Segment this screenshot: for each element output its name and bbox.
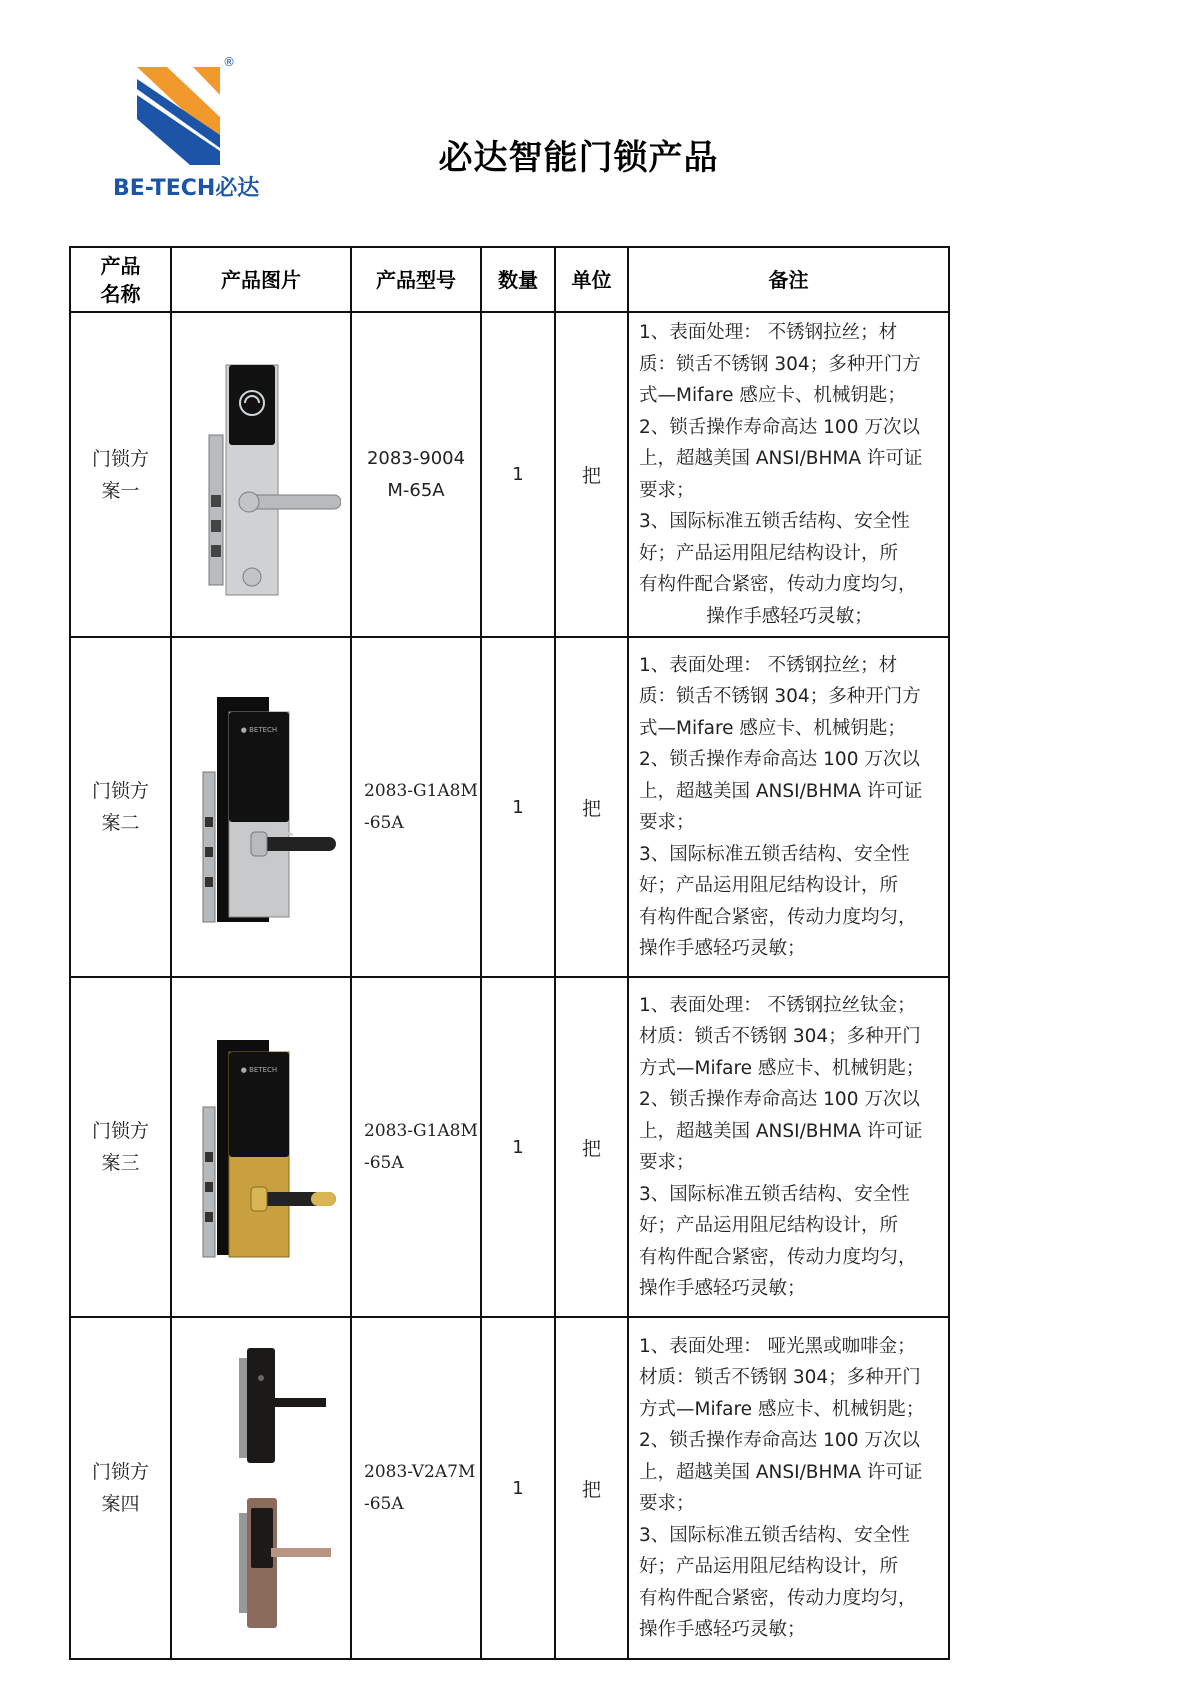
door-lock-gold-image bbox=[181, 1032, 341, 1262]
product-unit: 把 bbox=[555, 637, 628, 977]
product-model: 2083-G1A8M -65A bbox=[351, 637, 481, 977]
product-remarks: 1、表面处理： 哑光黑或咖啡金； 材质：锁舌不锈钢 304；多种开门 方式—Mifare 感应卡、机械钥匙； 2、锁舌操作寿命高达 100 万次以 上，超越美国 ANSI/BHMA 许可证 要求； 3、国际标准五锁舌结构、安全性 好；产品运用阻尼结构设计，所 有构件配合紧密，传动力度均匀， 操作手感轻巧灵敏； bbox=[628, 1317, 949, 1659]
product-image bbox=[171, 1317, 351, 1659]
product-model: 2083-9004 M-65A bbox=[351, 312, 481, 637]
product-name: 门锁方 案三 bbox=[70, 977, 171, 1317]
product-quantity: 1 bbox=[481, 1317, 555, 1659]
door-lock-black-bronze-image bbox=[181, 1338, 341, 1638]
door-lock-silver-image bbox=[181, 345, 341, 605]
product-remarks: 1、表面处理： 不锈钢拉丝钛金； 材质：锁舌不锈钢 304；多种开门 方式—Mifare 感应卡、机械钥匙； 2、锁舌操作寿命高达 100 万次以 上，超越美国 ANSI/BHMA 许可证 要求； 3、国际标准五锁舌结构、安全性 好；产品运用阻尼结构设计，所 有构件配合紧密，传动力度均匀， 操作手感轻巧灵敏； bbox=[628, 977, 949, 1317]
product-name: 门锁方 案二 bbox=[70, 637, 171, 977]
product-model: 2083-G1A8M -65A bbox=[351, 977, 481, 1317]
product-model: 2083-V2A7M -65A bbox=[351, 1317, 481, 1659]
product-quantity: 1 bbox=[481, 312, 555, 637]
svg-text:● BETECH: ● BETECH bbox=[240, 726, 278, 734]
product-image bbox=[171, 977, 351, 1317]
table-row bbox=[70, 1317, 949, 1659]
product-remarks: 1、表面处理： 不锈钢拉丝；材 质：锁舌不锈钢 304；多种开门方 式—Mifare 感应卡、机械钥匙； 2、锁舌操作寿命高达 100 万次以 上，超越美国 ANSI/BHMA 许可证 要求； 3、国际标准五锁舌结构、安全性 好；产品运用阻尼结构设计，所 有构件配合紧密，传动力度均匀， 操作手感轻巧灵敏； bbox=[628, 312, 949, 637]
product-unit: 把 bbox=[555, 977, 628, 1317]
product-quantity: 1 bbox=[481, 977, 555, 1317]
product-image bbox=[171, 637, 351, 977]
door-lock-black-silver-image bbox=[181, 687, 341, 927]
header-model: 产品型号 bbox=[351, 247, 481, 312]
page-title: 必达智能门锁产品 bbox=[438, 138, 719, 178]
product-unit: 把 bbox=[555, 1317, 628, 1659]
table-row bbox=[70, 637, 949, 977]
header-product-name: 产品名称 bbox=[70, 247, 171, 312]
header-unit: 单位 bbox=[555, 247, 628, 312]
registered-mark: ® bbox=[223, 55, 235, 69]
table-row bbox=[70, 312, 949, 637]
product-name: 门锁方 案一 bbox=[70, 312, 171, 637]
table-header-row bbox=[70, 247, 949, 312]
product-table bbox=[69, 246, 950, 1660]
svg-text:● BETECH: ● BETECH bbox=[240, 1066, 278, 1074]
product-remarks: 1、表面处理： 不锈钢拉丝；材 质：锁舌不锈钢 304；多种开门方 式—Mifare 感应卡、机械钥匙； 2、锁舌操作寿命高达 100 万次以 上，超越美国 ANSI/BHMA 许可证 要求； 3、国际标准五锁舌结构、安全性 好；产品运用阻尼结构设计，所 有构件配合紧密，传动力度均匀， 操作手感轻巧灵敏； bbox=[628, 637, 949, 977]
product-image bbox=[171, 312, 351, 637]
header-remarks: 备注 bbox=[628, 247, 949, 312]
product-unit: 把 bbox=[555, 312, 628, 637]
logo-brand-text: BE-TECH必达 bbox=[113, 176, 260, 201]
product-name: 门锁方 案四 bbox=[70, 1317, 171, 1659]
table-row bbox=[70, 977, 949, 1317]
header-product-image: 产品图片 bbox=[171, 247, 351, 312]
header-quantity: 数量 bbox=[481, 247, 555, 312]
product-quantity: 1 bbox=[481, 637, 555, 977]
